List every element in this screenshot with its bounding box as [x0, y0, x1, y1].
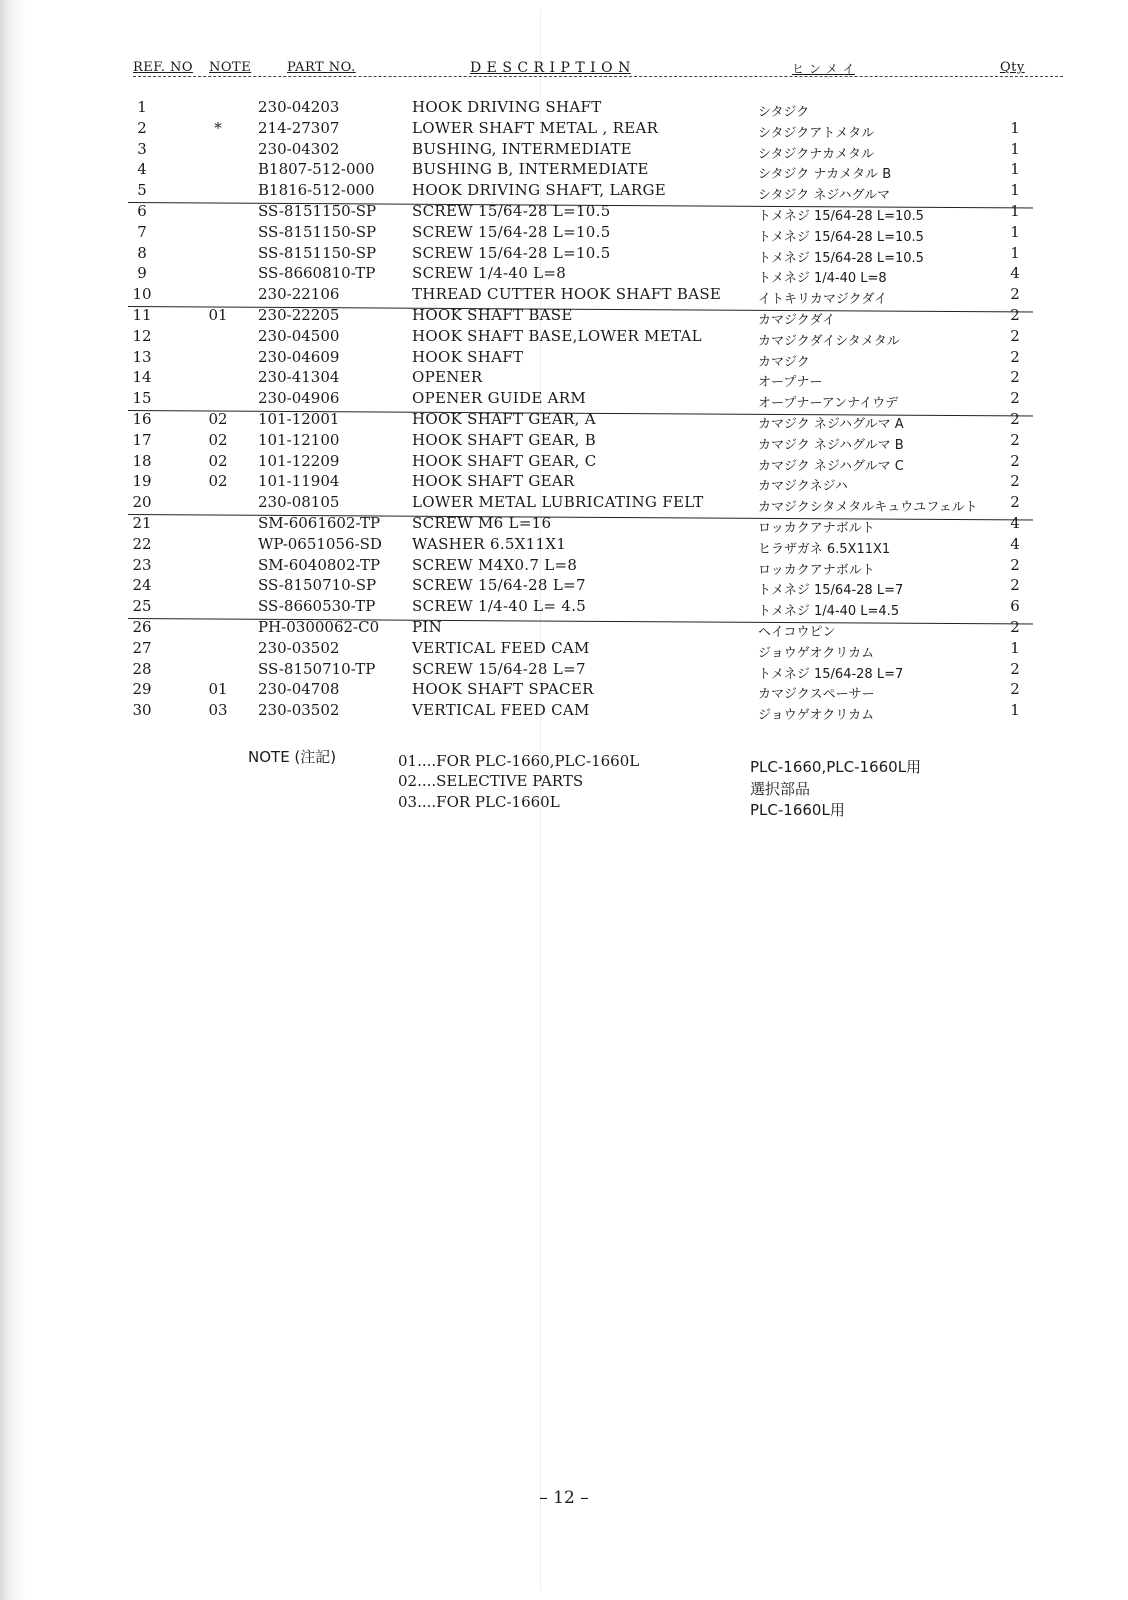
cell-kana-name: カマジクダイ [758, 313, 836, 328]
cell-note: 02 [208, 451, 228, 470]
note-02: 02....SELECTIVE PARTS [398, 772, 584, 790]
cell-kana-name: カマジクスペーサー [758, 687, 875, 703]
table-row [0, 348, 1128, 369]
cell-ref-no: 26 [132, 618, 152, 636]
cell-kana-name: カマジクネジハ [758, 479, 848, 495]
table-row [0, 285, 1128, 306]
table-row [0, 98, 1128, 119]
note-03: 03....FOR PLC-1660L [398, 793, 560, 811]
table-row [0, 306, 1128, 327]
cell-description: SCREW 15/64-28 L=7 [412, 659, 586, 678]
cell-kana-name: ジョウゲオクリカム [758, 708, 875, 724]
cell-part-no: PH-0300062-C0 [258, 618, 380, 636]
cell-description: THREAD CUTTER HOOK SHAFT BASE [412, 285, 722, 304]
note-01: 01....FOR PLC-1660,PLC-1660L [398, 752, 640, 770]
cell-qty: 2 [1010, 659, 1020, 678]
cell-qty: 4 [1010, 264, 1020, 283]
cell-ref-no: 12 [132, 326, 152, 345]
cell-kana-name: カマジク ネジハグルマ C [758, 458, 904, 474]
cell-qty: 1 [1010, 638, 1020, 657]
cell-ref-no: 5 [137, 181, 147, 200]
cell-qty: 6 [1010, 597, 1020, 616]
cell-kana-name: オープナーアンナイウデ [758, 396, 899, 412]
cell-ref-no: 20 [132, 493, 152, 512]
cell-ref-no: 8 [137, 243, 147, 262]
cell-part-no: 230-03502 [258, 638, 340, 657]
header-hinmei: ヒ ン メ イ [792, 62, 855, 76]
cell-kana-name: シタジク [758, 105, 810, 120]
table-row [0, 680, 1128, 701]
cell-ref-no: 19 [132, 472, 152, 491]
cell-kana-name: トメネジ 15/64-28 L=10.5 [758, 250, 924, 266]
cell-part-no: 101-11904 [258, 472, 340, 491]
cell-ref-no: 13 [132, 347, 152, 366]
cell-ref-no: 4 [137, 160, 147, 179]
cell-part-no: SM-6061602-TP [258, 514, 381, 532]
table-row [0, 410, 1128, 431]
cell-qty: 2 [1010, 430, 1020, 449]
cell-kana-name: トメネジ 15/64-28 L=7 [758, 583, 904, 599]
table-row [0, 181, 1128, 202]
cell-description: HOOK SHAFT GEAR, B [412, 430, 597, 449]
cell-description: HOOK SHAFT BASE,LOWER METAL [412, 326, 702, 345]
cell-description: PIN [412, 618, 443, 636]
cell-note: 02 [208, 430, 228, 449]
cell-description: SCREW 1/4-40 L= 4.5 [412, 597, 587, 616]
cell-qty: 1 [1010, 118, 1020, 137]
table-row [0, 264, 1128, 285]
cell-qty: 2 [1010, 347, 1020, 366]
note-01-jp: PLC-1660,PLC-1660L用 [750, 758, 922, 776]
cell-ref-no: 1 [137, 98, 147, 116]
cell-ref-no: 25 [132, 597, 152, 616]
cell-ref-no: 14 [132, 368, 152, 387]
cell-kana-name: ヒラザガネ 6.5X11X1 [758, 541, 891, 557]
cell-kana-name: トメネジ 1/4-40 L=8 [758, 271, 887, 287]
cell-part-no: WP-0651056-SD [258, 534, 382, 553]
cell-note: 01 [208, 306, 228, 324]
table-row [0, 618, 1128, 639]
cell-part-no: SS-8660810-TP [258, 264, 376, 283]
cell-kana-name: カマジク ネジハグルマ A [758, 417, 904, 432]
cell-kana-name: ロッカクアナボルト [758, 562, 875, 578]
cell-ref-no: 9 [137, 264, 147, 283]
cell-kana-name: カマジクダイシタメタル [758, 333, 900, 349]
cell-part-no: 214-27307 [258, 118, 340, 137]
cell-qty: 1 [1010, 181, 1020, 200]
table-row [0, 368, 1128, 389]
cell-part-no: SS-8660530-TP [258, 597, 376, 616]
cell-description: HOOK SHAFT GEAR, C [412, 451, 597, 470]
table-row [0, 535, 1128, 556]
table-row [0, 389, 1128, 410]
cell-ref-no: 16 [132, 410, 152, 428]
table-row [0, 493, 1128, 514]
cell-description: OPENER GUIDE ARM [412, 389, 587, 408]
cell-ref-no: 29 [132, 680, 152, 699]
cell-kana-name: トメネジ 1/4-40 L=4.5 [758, 604, 900, 620]
cell-part-no: 230-04906 [258, 389, 340, 408]
cell-description: SCREW 1/4-40 L=8 [412, 264, 567, 283]
cell-part-no: 101-12209 [258, 451, 340, 470]
cell-description: BUSHING B, INTERMEDIATE [412, 160, 649, 179]
cell-ref-no: 10 [132, 285, 152, 304]
cell-ref-no: 11 [132, 306, 152, 324]
table-row [0, 576, 1128, 597]
cell-part-no: 230-04609 [258, 347, 340, 366]
cell-description: VERTICAL FEED CAM [412, 701, 590, 720]
cell-description: SCREW 15/64-28 L=10.5 [412, 202, 611, 220]
cell-kana-name: オープナー [758, 375, 823, 391]
cell-part-no: SS-8151150-SP [258, 243, 377, 262]
table-row [0, 514, 1128, 535]
cell-ref-no: 27 [132, 638, 152, 657]
page-number: – 12 – [539, 1488, 589, 1508]
cell-description: HOOK SHAFT GEAR [412, 472, 575, 491]
cell-kana-name: ヘイコウピン [758, 625, 836, 640]
cell-part-no: SS-8151150-SP [258, 222, 377, 241]
table-row [0, 431, 1128, 452]
cell-description: SCREW 15/64-28 L=10.5 [412, 222, 611, 241]
header-ref-no: REF. NO [133, 60, 194, 75]
cell-qty: 1 [1010, 243, 1020, 262]
cell-part-no: 230-22205 [258, 306, 340, 324]
cell-qty: 2 [1010, 493, 1020, 512]
table-row [0, 119, 1128, 140]
cell-description: BUSHING, INTERMEDIATE [412, 139, 632, 158]
table-row [0, 223, 1128, 244]
cell-ref-no: 6 [137, 202, 147, 220]
table-row [0, 244, 1128, 265]
cell-part-no: 230-04500 [258, 326, 340, 345]
cell-part-no: 230-22106 [258, 285, 340, 304]
cell-qty: 4 [1010, 514, 1020, 532]
cell-qty: 1 [1010, 701, 1020, 720]
cell-description: SCREW 15/64-28 L=7 [412, 576, 586, 595]
cell-part-no: 230-08105 [258, 493, 340, 512]
cell-kana-name: カマジク ネジハグルマ B [758, 437, 904, 453]
notes-label: NOTE (注記) [248, 748, 337, 766]
table-row [0, 327, 1128, 348]
cell-note: 01 [208, 680, 228, 699]
cell-part-no: 230-03502 [258, 701, 340, 720]
cell-qty: 2 [1010, 472, 1020, 491]
cell-ref-no: 17 [132, 430, 152, 449]
cell-description: HOOK SHAFT BASE [412, 306, 573, 324]
table-row [0, 472, 1128, 493]
cell-description: LOWER METAL LUBRICATING FELT [412, 493, 704, 512]
cell-part-no: 230-04708 [258, 680, 340, 699]
cell-description: OPENER [412, 368, 483, 387]
cell-qty: 2 [1010, 410, 1020, 428]
cell-kana-name: カマジク [758, 354, 810, 370]
cell-kana-name: トメネジ 15/64-28 L=10.5 [758, 229, 924, 245]
cell-kana-name: ロッカクアナボルト [758, 521, 875, 536]
cell-ref-no: 22 [132, 534, 152, 553]
cell-ref-no: 21 [132, 514, 152, 532]
cell-ref-no: 28 [132, 659, 152, 678]
cell-description: WASHER 6.5X11X1 [412, 534, 567, 553]
note-02-jp: 選択部品 [750, 780, 811, 798]
header-qty: Qty [1000, 60, 1025, 75]
cell-part-no: SM-6040802-TP [258, 555, 381, 574]
cell-ref-no: 15 [132, 389, 152, 408]
cell-note: 02 [208, 472, 228, 491]
cell-part-no: 230-04203 [258, 98, 340, 116]
cell-note: 02 [208, 410, 228, 428]
cell-qty: 2 [1010, 306, 1020, 324]
cell-description: VERTICAL FEED CAM [412, 638, 590, 657]
cell-description: LOWER SHAFT METAL , REAR [412, 118, 659, 137]
cell-kana-name: シタジクアトメタル [758, 125, 875, 141]
cell-qty: 2 [1010, 389, 1020, 408]
cell-description: SCREW M6 L=16 [412, 514, 552, 532]
cell-kana-name: イトキリカマジクダイ [758, 292, 888, 308]
cell-description: HOOK SHAFT SPACER [412, 680, 594, 699]
cell-ref-no: 23 [132, 555, 152, 574]
cell-part-no: 101-12100 [258, 430, 340, 449]
table-row [0, 597, 1128, 618]
cell-part-no: 101-12001 [258, 410, 340, 428]
cell-part-no: B1807-512-000 [258, 160, 375, 179]
table-row [0, 556, 1128, 577]
table-row [0, 202, 1128, 223]
cell-ref-no: 2 [137, 118, 147, 137]
cell-ref-no: 30 [132, 701, 152, 720]
table-row [0, 140, 1128, 161]
cell-qty: 1 [1010, 202, 1020, 220]
cell-description: HOOK SHAFT GEAR, A [412, 410, 596, 428]
table-row [0, 452, 1128, 473]
cell-qty: 2 [1010, 680, 1020, 699]
cell-ref-no: 18 [132, 451, 152, 470]
cell-kana-name: トメネジ 15/64-28 L=7 [758, 666, 904, 682]
cell-ref-no: 7 [137, 222, 147, 241]
table-row [0, 701, 1128, 722]
table-row [0, 160, 1128, 181]
cell-part-no: 230-04302 [258, 139, 340, 158]
header-description: D E S C R I P T I O N [470, 60, 631, 76]
cell-qty: 1 [1010, 139, 1020, 158]
cell-kana-name: シタジク ナカメタル B [758, 167, 892, 183]
header-part-no: PART NO. [287, 60, 356, 75]
cell-part-no: 230-41304 [258, 368, 340, 387]
cell-ref-no: 3 [137, 139, 147, 158]
cell-note: 03 [208, 701, 228, 720]
cell-ref-no: 24 [132, 576, 152, 595]
cell-kana-name: シタジク ネジハグルマ [758, 188, 891, 204]
cell-qty: 2 [1010, 451, 1020, 470]
cell-kana-name: ジョウゲオクリカム [758, 645, 875, 661]
note-03-jp: PLC-1660L用 [750, 801, 845, 819]
cell-qty: 2 [1010, 285, 1020, 304]
cell-part-no: SS-8150710-SP [258, 576, 377, 595]
cell-description: SCREW M4X0.7 L=8 [412, 555, 578, 574]
cell-qty: 2 [1010, 618, 1020, 636]
cell-note: * [214, 118, 222, 137]
cell-part-no: SS-8151150-SP [258, 202, 377, 220]
table-row [0, 639, 1128, 660]
header-note: NOTE [209, 60, 252, 75]
cell-qty: 1 [1010, 160, 1020, 179]
cell-qty: 4 [1010, 534, 1020, 553]
cell-qty: 2 [1010, 576, 1020, 595]
cell-qty: 1 [1010, 222, 1020, 241]
cell-kana-name: トメネジ 15/64-28 L=10.5 [758, 209, 924, 224]
cell-description: HOOK DRIVING SHAFT, LARGE [412, 181, 666, 200]
cell-kana-name: カマジクシタメタルキュウユフェルト [758, 500, 978, 516]
cell-description: HOOK DRIVING SHAFT [412, 98, 602, 116]
cell-description: SCREW 15/64-28 L=10.5 [412, 243, 611, 262]
table-row [0, 660, 1128, 681]
cell-description: HOOK SHAFT [412, 347, 524, 366]
cell-qty: 2 [1010, 326, 1020, 345]
cell-part-no: SS-8150710-TP [258, 659, 376, 678]
cell-kana-name: シタジクナカメタル [758, 146, 874, 162]
cell-qty: 2 [1010, 368, 1020, 387]
cell-part-no: B1816-512-000 [258, 181, 375, 200]
cell-qty: 2 [1010, 555, 1020, 574]
